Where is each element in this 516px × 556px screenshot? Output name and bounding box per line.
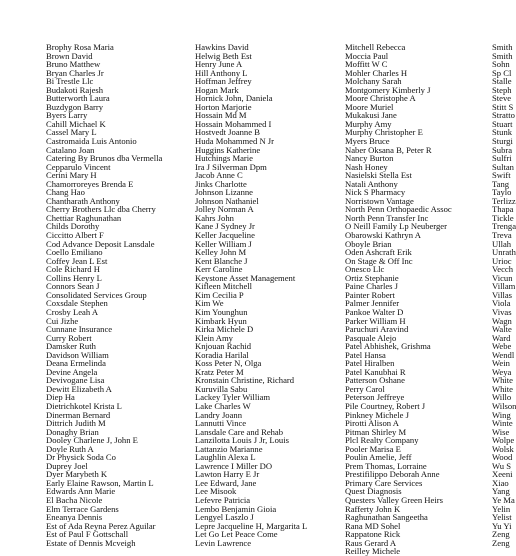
name-entry: Landry Joann	[195, 409, 243, 420]
name-entry: Patel Kanubhai R	[345, 366, 406, 377]
name-entry: Nasielski Stella Est	[345, 170, 412, 181]
name-entry: Ciccitto Albert F	[46, 230, 104, 241]
name-column-2	[195, 43, 343, 547]
name-entry: Wendl	[492, 349, 515, 360]
name-entry: Webe	[492, 341, 512, 352]
name-entry: Lanzilotta Louis J Jr, Louis	[195, 435, 289, 446]
name-entry: Coxsdale Stephen	[46, 298, 108, 309]
name-entry: Cunnane Insurance	[46, 324, 113, 335]
name-entry: Hostvedt Joanne B	[195, 127, 260, 138]
name-entry: Moore Muriel	[345, 101, 394, 112]
name-entry: White	[492, 375, 513, 386]
name-entry: Est of Paul F Gottschall	[46, 529, 129, 540]
name-entry: Murphy Amy	[345, 118, 392, 129]
name-entry: Dooley Charlene J, John E	[46, 435, 138, 446]
name-entry: Pooler Marisa E	[345, 443, 401, 454]
name-entry: Horton Marjorie	[195, 101, 252, 112]
name-entry: Let Go Let Peace Come	[195, 529, 278, 540]
name-entry: Hoffman Jeffrey	[195, 76, 252, 87]
name-entry: Pirotti Alison A	[345, 418, 399, 429]
name-entry: Diep Ha	[46, 392, 75, 403]
name-entry: Cassel Mary L	[46, 127, 97, 138]
name-entry: Huggins Katherine	[195, 144, 261, 155]
name-entry: Bi Trestle Llc	[46, 76, 94, 87]
name-entry: Norristown Vantage	[345, 195, 414, 206]
name-entry: Cole Richard H	[46, 264, 100, 275]
name-entry: Johnson Nathaniel	[195, 195, 259, 206]
name-entry: Butterworth Laura	[46, 93, 110, 104]
name-entry: Moccia Paul	[345, 50, 389, 61]
name-entry: Willo	[492, 392, 512, 403]
name-entry: Keller Jacqueline	[195, 230, 255, 241]
name-entry: Perry Carol	[345, 383, 385, 394]
name-entry: Cepparulo Vincent	[46, 161, 111, 172]
name-entry: Wise	[492, 426, 510, 437]
name-entry: Nancy Burton	[345, 153, 394, 164]
name-entry: Oden Ashcraft Erik	[345, 247, 412, 258]
name-entry: Kronstain Christine, Richard	[195, 375, 295, 386]
name-entry: Lake Charles W	[195, 400, 251, 411]
name-entry: Lackey Tyler William	[195, 392, 271, 403]
name-entry: Catering By Brunos dba Vermella	[46, 153, 163, 164]
name-entry: Wein	[492, 358, 510, 369]
name-entry: Koradia Harilal	[195, 349, 249, 360]
name-entry: Donaghy Brian	[46, 426, 99, 437]
name-entry: Hossain Mohammed I	[195, 118, 272, 129]
name-entry: Patel Abhishek, Grishma	[345, 341, 431, 352]
name-entry: Dewitt Elizabeth A	[46, 383, 112, 394]
name-entry: Patel Hansa	[345, 349, 386, 360]
name-entry: Pinkney Michele J	[345, 409, 409, 420]
name-entry: Lansdale Care and Rehab	[195, 426, 284, 437]
name-entry: Jacob Anne C	[195, 170, 243, 181]
name-entry: Lawton Harry E Jr	[195, 469, 260, 480]
name-entry: Brophy Rosa Maria	[46, 42, 114, 52]
name-entry: Raus Gerard A	[345, 537, 397, 548]
name-entry: Kent Blanche J	[195, 255, 248, 266]
name-entry: Ira J Silverman Dpm	[195, 161, 267, 172]
name-entry: Dr Physick Soda Co	[46, 452, 116, 463]
name-entry: Parker William H	[345, 315, 406, 326]
name-entry: Stratto	[492, 110, 515, 121]
name-entry: Viola	[492, 298, 511, 309]
name-entry: Wolpe	[492, 435, 515, 446]
name-entry: Hutchings Marie	[195, 153, 253, 164]
name-entry: Early Elaine Rawson, Martin L	[46, 477, 154, 488]
name-entry: Treva	[492, 230, 512, 241]
name-entry: Xiao	[492, 477, 509, 488]
name-entry: Eneanya Dennis	[46, 512, 103, 523]
name-entry: Poulin Amelie, Jeff	[345, 452, 412, 463]
name-entry: Zeng	[492, 537, 510, 548]
name-entry: Xeeni	[492, 469, 513, 480]
name-entry: Murphy Christopher E	[345, 127, 423, 138]
name-entry: Wu S	[492, 460, 511, 471]
name-entry: Ullah	[492, 238, 512, 249]
name-entry: Byers Larry	[46, 110, 88, 121]
name-entry: Coffey Jean L Est	[46, 255, 108, 266]
name-entry: Estate of Dennis Mcveigh	[46, 537, 136, 548]
name-entry: Prestifilippo Deborah Anne	[345, 469, 440, 480]
name-entry: Taylo	[492, 187, 512, 198]
name-entry: Sulfri	[492, 153, 512, 164]
name-entry: Patel Hiralben	[345, 358, 395, 369]
name-entry: Stunk	[492, 127, 513, 138]
name-entry: Bruno Matthew	[46, 59, 101, 70]
name-entry: Reilley Michele	[345, 546, 401, 556]
name-entry: Painter Robert	[345, 289, 395, 300]
name-entry: Nash Honey	[345, 161, 388, 172]
name-entry: Prem Thomas, Lorraine	[345, 460, 427, 471]
name-entry: Stitt S	[492, 101, 514, 112]
name-entry: Kim We	[195, 298, 224, 309]
name-entry: Bryan Charles Jr	[46, 67, 104, 78]
name-entry: Paine Charles J	[345, 281, 398, 292]
name-entry: Sp Cl	[492, 67, 512, 78]
name-entry: Huda Mohammed N Jr	[195, 136, 275, 147]
name-entry: Terlizz	[492, 195, 516, 206]
name-entry: Rafferty John K	[345, 503, 401, 514]
name-entry: Lengyel Laszlo J	[195, 512, 254, 523]
name-entry: Jolley Norman A	[195, 204, 254, 215]
name-entry: El Bacha Nicole	[46, 494, 103, 505]
name-entry: Hawkins David	[195, 42, 249, 52]
name-entry: Pitman Shirley M	[345, 426, 407, 437]
name-entry: Palmer Jennifer	[345, 298, 400, 309]
name-entry: Pasquale Alejo	[345, 332, 397, 343]
name-entry: Yelin	[492, 503, 511, 514]
name-entry: Koss Peter N, Olga	[195, 358, 262, 369]
name-entry: Collins Henry L	[46, 272, 102, 283]
name-entry: Raghunathan Sangeetha	[345, 512, 428, 523]
name-entry: Est of Ada Reyna Perez Aguilar	[46, 520, 156, 531]
name-entry: Paruchuri Aravind	[345, 324, 409, 335]
name-entry: Laughlin Alexa L	[195, 452, 256, 463]
name-entry: Edwards Ann Marie	[46, 486, 116, 497]
name-entry: Primary Care Services	[345, 477, 423, 488]
name-column-3	[345, 43, 490, 556]
name-entry: Lee Edward, Jane	[195, 477, 257, 488]
name-entry: Naber Oksana B, Peter R	[345, 144, 432, 155]
name-entry: Nick S Pharmacy	[345, 187, 406, 198]
name-entry: Swift	[492, 170, 511, 181]
name-entry: Lee Misook	[195, 486, 237, 497]
name-entry: Dittrich Judith M	[46, 418, 106, 429]
name-entry: Ward	[492, 332, 511, 343]
name-entry: Patterson Oshane	[345, 375, 405, 386]
name-entry: Kuruvilla Sabu	[195, 383, 248, 394]
name-entry: Sultan	[492, 161, 514, 172]
name-entry: Questers Valley Green Heirs	[345, 494, 443, 505]
name-entry: Lawrence I Miller DO	[195, 460, 273, 471]
name-entry: Ye Ma	[492, 494, 515, 505]
name-entry: Tang	[492, 178, 510, 189]
name-entry: Onesco Llc	[345, 264, 385, 275]
name-entry: Helwig Beth Est	[195, 50, 252, 61]
name-entry: Cahill Michael K	[46, 118, 106, 129]
name-entry: Castromaida Luis Antonio	[46, 136, 137, 147]
name-entry: Thapa	[492, 204, 514, 215]
name-entry: Moore Christophe A	[345, 93, 416, 104]
name-entry: Rana MD Sohel	[345, 520, 401, 531]
name-entry: Cherry Brothers Llc dba Cherry	[46, 204, 156, 215]
name-entry: Trenga	[492, 221, 516, 232]
name-entry: Obarowski Kathryn A	[345, 230, 421, 241]
name-entry: Natali Anthony	[345, 178, 398, 189]
name-entry: Consolidated Services Group	[46, 289, 147, 300]
name-entry: Duprey Joel	[46, 460, 88, 471]
name-entry: Winte	[492, 418, 513, 429]
name-entry: Wing	[492, 409, 511, 420]
name-entry: Smith	[492, 50, 513, 61]
name-entry: Devivogane Lisa	[46, 375, 105, 386]
name-entry: Kelley John M	[195, 247, 247, 258]
name-entry: Lepre Jacqueline H, Margarita L	[195, 520, 308, 531]
name-entry: Chettiar Raghunathan	[46, 212, 122, 223]
name-entry: Dyer Marybeth K	[46, 469, 108, 480]
name-entry: Kahrs John	[195, 212, 234, 223]
name-entry: Hogan Mark	[195, 84, 239, 95]
name-entry: Wilson	[492, 400, 516, 411]
name-entry: Knjouan Rachid	[195, 341, 252, 352]
name-entry: Myers Bruce	[345, 136, 390, 147]
name-entry: Weya	[492, 366, 512, 377]
name-entry: Unrath	[492, 247, 516, 258]
name-entry: Yang	[492, 486, 510, 497]
name-entry: Kimbark Hyun	[195, 315, 247, 326]
name-entry: Crosby Leah A	[46, 306, 99, 317]
name-entry: Mohler Charles H	[345, 67, 408, 78]
name-entry: Stuart	[492, 118, 513, 129]
name-entry: Dietrichkotel Krista L	[46, 400, 122, 411]
name-entry: Curry Robert	[46, 332, 92, 343]
name-entry: Cod Advance Deposit Lansdale	[46, 238, 155, 249]
name-entry: Lattanzio Marianne	[195, 443, 263, 454]
name-entry: Davidson William	[46, 349, 109, 360]
name-entry: Yelist	[492, 512, 512, 523]
name-entry: Hornick John, Daniela	[195, 93, 273, 104]
name-entry: Peterson Jeffreye	[345, 392, 405, 403]
name-entry: White	[492, 383, 513, 394]
name-entry: Kifleen Mitchell	[195, 281, 253, 292]
name-entry: Lefevre Patricia	[195, 494, 251, 505]
name-entry: Cerini Mary H	[46, 170, 97, 181]
name-entry: Catalano Joan	[46, 144, 95, 155]
name-entry: Urioc	[492, 255, 512, 266]
name-entry: On Stage & Off Inc	[345, 255, 413, 266]
name-entry: Coello Emiliano	[46, 247, 103, 258]
name-entry: Klein Amy	[195, 332, 233, 343]
name-entry: Mukakusi Jane	[345, 110, 397, 121]
name-entry: Steph	[492, 84, 512, 95]
name-entry: Kim Cecilia P	[195, 289, 244, 300]
name-entry: Kim Younghun	[195, 306, 248, 317]
name-entry: Kane J Sydney Jr	[195, 221, 255, 232]
name-entry: Rappatone Rick	[345, 529, 401, 540]
name-entry: Subra	[492, 144, 513, 155]
name-entry: Sohn	[492, 59, 510, 70]
name-entry: O Neill Family Lp Neuberger	[345, 221, 447, 232]
name-entry: Vicun	[492, 272, 513, 283]
name-entry: North Penn Orthopaedic Assoc	[345, 204, 452, 215]
name-entry: Elm Terrace Gardens	[46, 503, 119, 514]
name-entry: Kirka Michele D	[195, 324, 254, 335]
name-entry: North Penn Transfer Inc	[345, 212, 429, 223]
name-entry: Brown David	[46, 50, 93, 61]
name-entry: Walte	[492, 324, 512, 335]
name-entry: Keller William J	[195, 238, 252, 249]
name-entry: Oboyle Brian	[345, 238, 392, 249]
name-entry: Yu Yi	[492, 520, 512, 531]
name-entry: Vivas	[492, 306, 512, 317]
name-entry: Villam	[492, 281, 516, 292]
name-entry: Moffitt W C	[345, 59, 388, 70]
name-entry: Buzdygon Barry	[46, 101, 104, 112]
name-entry: Deana Ermelinda	[46, 358, 106, 369]
name-entry: Wagn	[492, 315, 512, 326]
name-entry: Smith	[492, 42, 513, 52]
name-entry: Kerr Caroline	[195, 264, 243, 275]
name-entry: Pankoe Walter D	[345, 306, 404, 317]
name-entry: Hossain Md M	[195, 110, 247, 121]
name-entry: Devine Angela	[46, 366, 98, 377]
name-entry: Jinks Charlotte	[195, 178, 247, 189]
name-entry: Vecch	[492, 264, 513, 275]
name-entry: Steve	[492, 93, 512, 104]
name-entry: Damsker Ruth	[46, 341, 96, 352]
name-entry: Pile Courtney, Robert J	[345, 400, 426, 411]
name-entry: Chantharath Anthony	[46, 195, 120, 206]
name-entry: Dinerman Bernard	[46, 409, 111, 420]
name-entry: Johnson Lizanne	[195, 187, 253, 198]
name-entry: Mitchell Rebecca	[345, 42, 406, 52]
name-entry: Kratz Peter M	[195, 366, 244, 377]
name-entry: Levin Lawrence	[195, 537, 252, 548]
name-entry: Wood	[492, 452, 513, 463]
name-entry: Stalle	[492, 76, 512, 87]
name-entry: Doyle Ruth A	[46, 443, 94, 454]
name-entry: Wolsk	[492, 443, 514, 454]
name-entry: Budakoti Rajesh	[46, 84, 104, 95]
name-entry: Childs Dorothy	[46, 221, 100, 232]
name-entry: Plcl Realty Company	[345, 435, 419, 446]
name-column-1	[46, 43, 191, 547]
name-entry: Sturgi	[492, 136, 513, 147]
name-entry: Molchany Sarah	[345, 76, 402, 87]
name-entry: Villas	[492, 289, 513, 300]
name-entry: Lembo Benjamin Gioia	[195, 503, 277, 514]
name-entry: Tickle	[492, 212, 514, 223]
name-entry: Cui Jizhe	[46, 315, 79, 326]
name-entry: Lannutti Vince	[195, 418, 247, 429]
name-entry: Quest Diagnosis	[345, 486, 402, 497]
name-entry: Ortiz Stephanie	[345, 272, 399, 283]
name-entry: Chamorroreyes Brenda E	[46, 178, 134, 189]
name-entry: Hill Anthony L	[195, 67, 248, 78]
name-entry: Henry June A	[195, 59, 243, 70]
name-column-4	[492, 42, 516, 548]
name-entry: Connors Sean J	[46, 281, 100, 292]
name-entry: Chang Hao	[46, 187, 85, 198]
name-entry: Zeng	[492, 529, 510, 540]
name-entry: Keystone Asset Management	[195, 272, 296, 283]
name-entry: Montgomery Kimberly J	[345, 84, 431, 95]
